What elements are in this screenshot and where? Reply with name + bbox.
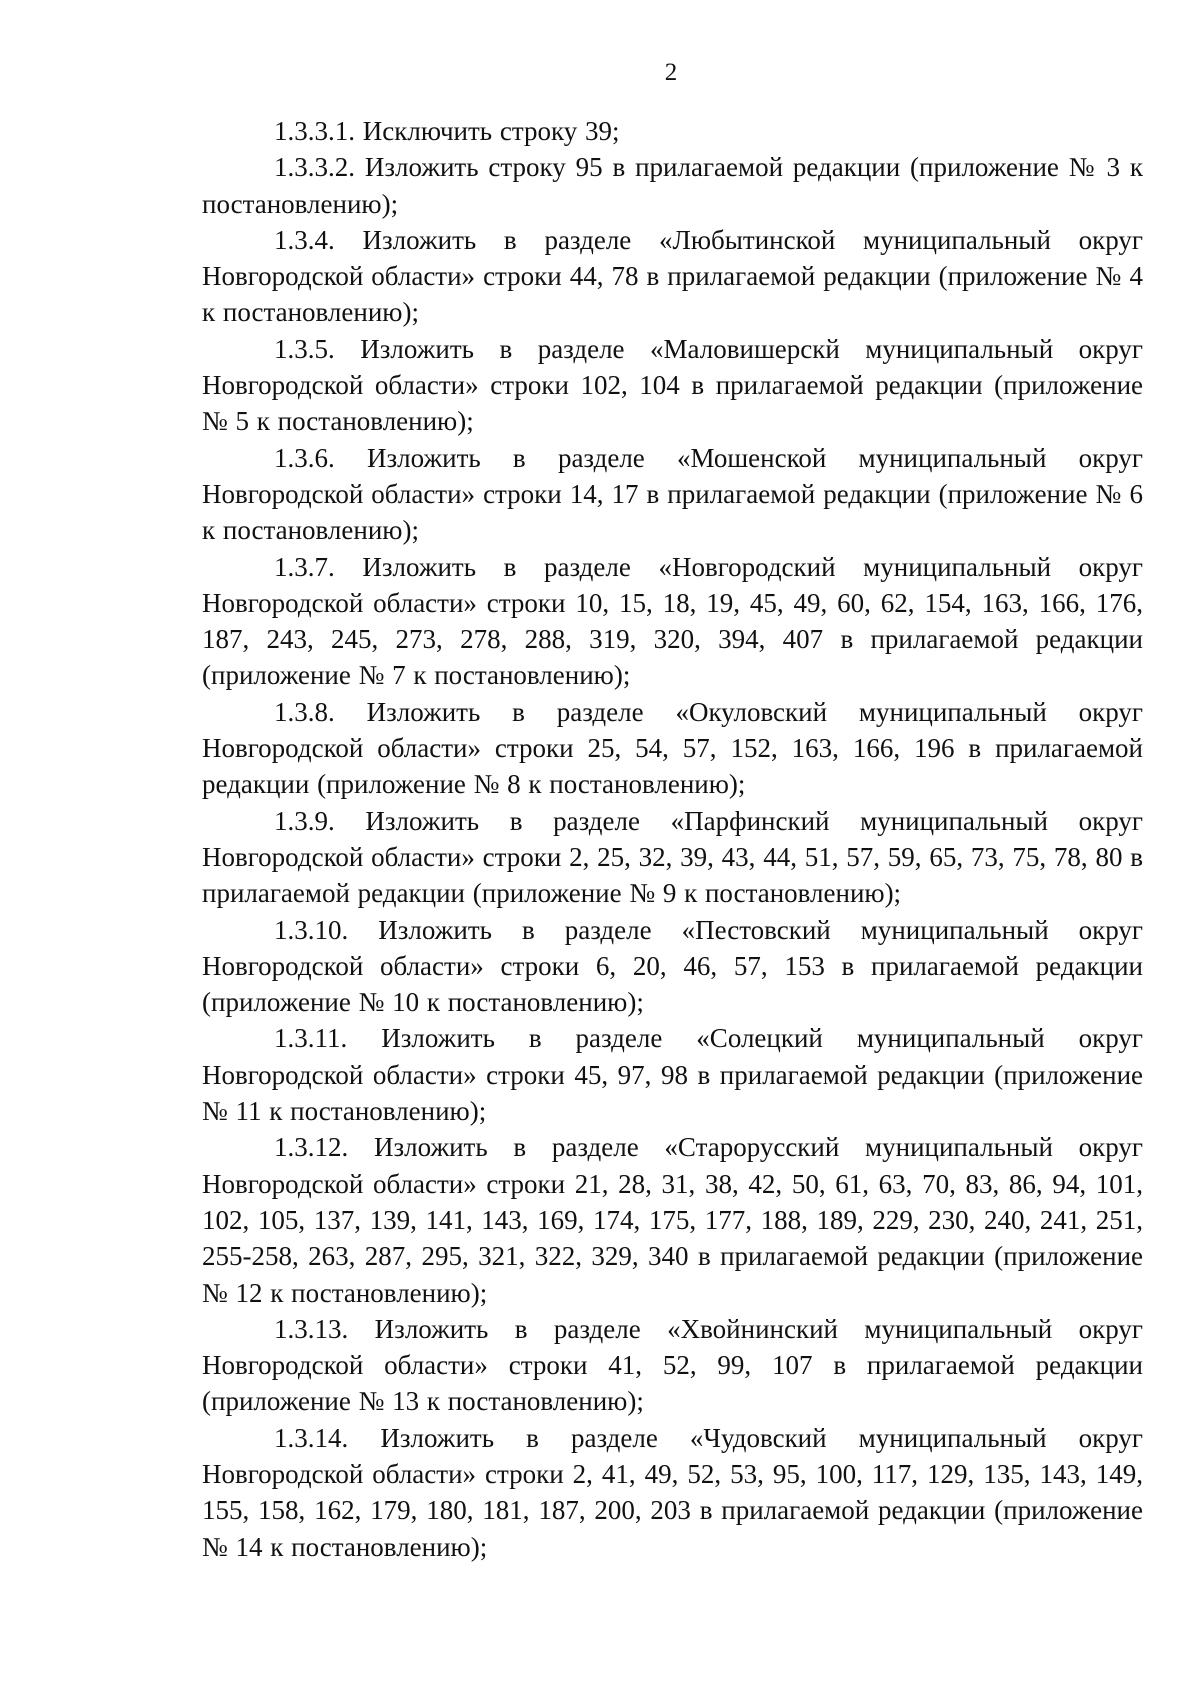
document-body [202, 113, 1143, 1565]
paragraph-1-3-14: 1.3.14. Изложить в разделе «Чудовский муниципальный округ Новгородской области» строки 2, 41, 49, 52, 53, 95, 100, 117, 129, 135, 143, 149, 155, 158, 162, 179, 180, 181, 187, 200, 203 в прилагаемой редакции (приложение № 14 к постановлению); [202, 1422, 1143, 1562]
paragraph-1-3-8: 1.3.8. Изложить в разделе «Окуловский муниципальный округ Новгородской области» строки 25, 54, 57, 152, 163, 166, 196 в прилагаемой редакции (приложение № 8 к постановлению); [202, 696, 1143, 800]
paragraph-1-3-12: 1.3.12. Изложить в разделе «Старорусский муниципальный округ Новгородской области» строки 21, 28, 31, 38, 42, 50, 61, 63, 70, 83, 86, 94, 101, 102, 105, 137, 139, 141, 143, 169, 174, 175, 177, 188, 189, 229, 230, 240, 241, 251, 255-258, 263, 287, 295, 321, 322, 329, 340 в прилагаемой редакции (приложение № 12 к постановлению); [202, 1132, 1143, 1308]
paragraph-1-3-9: 1.3.9. Изложить в разделе «Парфинский муниципальный округ Новгородской области» строки 2, 25, 32, 39, 43, 44, 51, 57, 59, 65, 73, 75, 78, 80 в прилагаемой редакции (приложение № 9 к постановлению); [202, 805, 1143, 909]
paragraph-1-3-3-2: 1.3.3.2. Изложить строку 95 в прилагаемой редакции (приложение № 3 к постановлению); [202, 152, 1143, 219]
paragraph-1-3-6: 1.3.6. Изложить в разделе «Мошенской муниципальный округ Новгородской области» строки 14, 17 в прилагаемой редакции (приложение № 6 к постановлению); [202, 442, 1143, 546]
paragraph-1-3-5: 1.3.5. Изложить в разделе «Маловишерскй муниципальный округ Новгородской области» строки 102, 104 в прилагаемой редакции (приложение № 5 к постановлению); [202, 333, 1143, 437]
page-number: 2 [664, 59, 678, 86]
paragraph-1-3-3-1: 1.3.3.1. Исключить строку 39; [274, 116, 620, 146]
paragraph-1-3-4: 1.3.4. Изложить в разделе «Любытинской муниципальный округ Новгородской области» строки 44, 78 в прилагаемой редакции (приложение № 4 к постановлению); [202, 224, 1143, 328]
paragraph-1-3-10: 1.3.10. Изложить в разделе «Пестовский муниципальный округ Новгородской области» строки 6, 20, 46, 57, 153 в прилагаемой редакции (приложение № 10 к постановлению); [202, 914, 1143, 1018]
paragraph-1-3-11: 1.3.11. Изложить в разделе «Солецкий муниципальный округ Новгородской области» строки 45, 97, 98 в прилагаемой редакции (приложение № 11 к постановлению); [202, 1023, 1143, 1127]
paragraph-1-3-7: 1.3.7. Изложить в разделе «Новгородский муниципальный округ Новгородской области» строки 10, 15, 18, 19, 45, 49, 60, 62, 154, 163, 166, 176, 187, 243, 245, 273, 278, 288, 319, 320, 394, 407 в прилагаемой редакции (приложение № 7 к постановлению); [202, 551, 1143, 691]
paragraph-1-3-13: 1.3.13. Изложить в разделе «Хвойнинский муниципальный округ Новгородской области» строки 41, 52, 99, 107 в прилагаемой редакции (приложение № 13 к постановлению); [202, 1313, 1143, 1417]
